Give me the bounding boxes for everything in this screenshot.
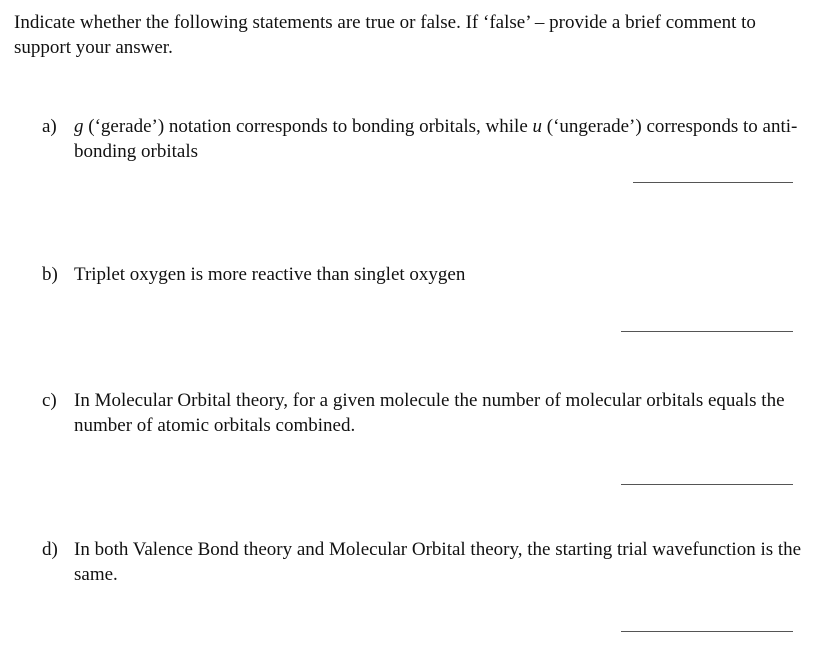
answer-line-a[interactable] (633, 182, 793, 183)
question-text (74, 114, 802, 164)
answer-line-d[interactable] (621, 631, 793, 632)
question-a (42, 114, 802, 164)
question-b (42, 262, 802, 287)
question-letter: d) (42, 539, 58, 560)
question-text-part: (‘gerade’) notation corresponds to bonding orbitals, while (83, 116, 533, 137)
question-letter: b) (42, 264, 58, 285)
question-c (42, 388, 802, 438)
gerade-symbol: g (74, 116, 84, 137)
question-text: In Molecular Orbital theory, for a given molecule the number of molecular orbitals equals the number of atomic orbitals combined. (74, 390, 785, 436)
question-letter: a) (42, 116, 57, 137)
question-d (42, 537, 802, 587)
answer-line-c[interactable] (621, 484, 793, 485)
question-text: In both Valence Bond theory and Molecular Orbital theory, the starting trial wavefunction is the same. (74, 539, 802, 585)
answer-line-b[interactable] (621, 331, 793, 332)
question-text-part: (‘ungerade’) corresponds to anti-bonding orbitals (74, 116, 798, 162)
question-letter: c) (42, 390, 57, 411)
instructions-text: Indicate whether the following statements are true or false. If ‘false’ – provide a brief comment to support your answer. (14, 12, 756, 58)
ungerade-symbol: u (532, 116, 543, 137)
question-text: Triplet oxygen is more reactive than singlet oxygen (74, 264, 466, 285)
